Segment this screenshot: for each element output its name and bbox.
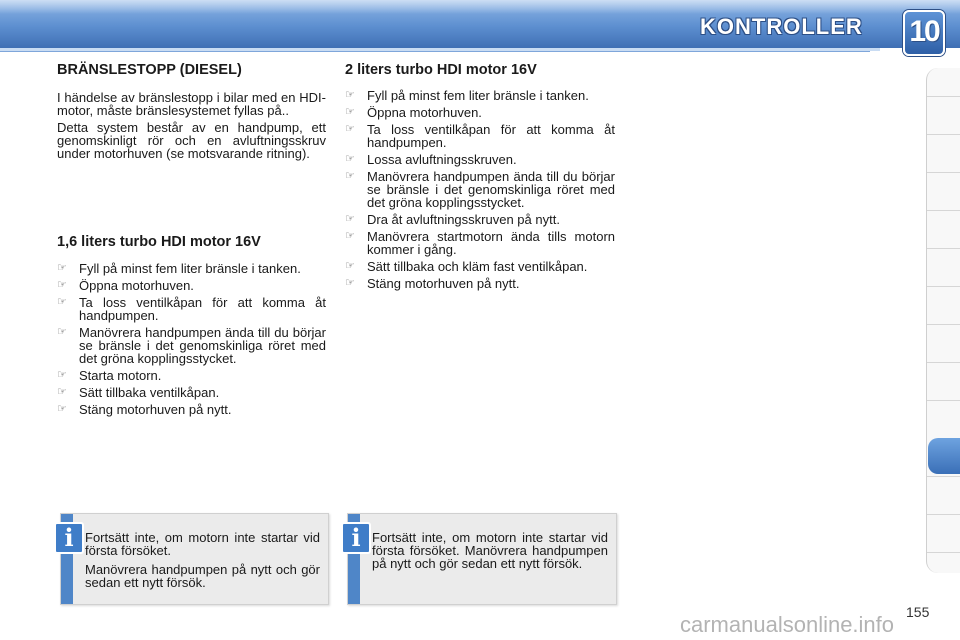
step-text: Sätt tillbaka och kläm fast ventilkåpan. <box>367 259 588 274</box>
tab-divider <box>927 552 960 553</box>
info-text <box>85 531 320 595</box>
list-item <box>57 296 326 322</box>
pointing-hand-icon: ☞ <box>345 153 355 165</box>
pointing-hand-icon: ☞ <box>57 369 67 381</box>
pointing-hand-icon: ☞ <box>345 260 355 272</box>
chapter-badge <box>903 10 945 56</box>
step-text: Lossa avluftningsskruven. <box>367 152 517 167</box>
list-item <box>57 386 326 399</box>
intro-paragraph-1: I händelse av bränslestopp i bilar med en HDI-motor, måste bränslesystemet fyllas på.. <box>57 90 326 118</box>
pointing-hand-icon: ☞ <box>345 230 355 242</box>
tab-divider <box>927 400 960 401</box>
list-item <box>57 403 326 416</box>
pointing-hand-icon: ☞ <box>57 403 67 415</box>
list-item <box>57 369 326 382</box>
pointing-hand-icon: ☞ <box>345 106 355 118</box>
list-item <box>345 213 615 226</box>
list-item <box>345 123 615 149</box>
pointing-hand-icon: ☞ <box>57 386 67 398</box>
list-item <box>57 326 326 365</box>
tab-divider <box>927 476 960 477</box>
info-box-right <box>347 513 617 605</box>
info-paragraph: Fortsätt inte, om motorn inte startar vid första försöket. Manövrera handpumpen på nytt och gör sedan ett nytt försök. <box>372 530 608 571</box>
chapter-number: 10 <box>909 15 939 48</box>
info-text <box>372 531 608 576</box>
list-item <box>345 170 615 209</box>
right-procedure <box>345 64 615 294</box>
step-text: Öppna motorhuven. <box>367 105 482 120</box>
step-text: Fyll på minst fem liter bränsle i tanken. <box>79 261 301 276</box>
list-item <box>345 89 615 102</box>
list-item <box>345 230 615 256</box>
pointing-hand-icon: ☞ <box>345 170 355 182</box>
pointing-hand-icon: ☞ <box>57 326 67 338</box>
tab-divider <box>927 172 960 173</box>
step-text: Manövrera handpumpen ända till du börjar se bränsle i det genomskinliga röret med det gröna kopplingsstycket. <box>79 325 326 366</box>
watermark: carmanualsonline.info <box>680 612 895 637</box>
pointing-hand-icon: ☞ <box>57 279 67 291</box>
list-item <box>345 153 615 166</box>
list-item <box>345 277 615 290</box>
pointing-hand-icon: ☞ <box>345 89 355 101</box>
steps-list-2-hdi <box>345 89 615 290</box>
pointing-hand-icon: ☞ <box>345 123 355 135</box>
subheading-2-hdi: 2 liters turbo HDI motor 16V <box>345 62 537 78</box>
tab-divider <box>927 362 960 363</box>
chapter-tab-active[interactable] <box>928 438 960 474</box>
tab-divider <box>927 286 960 287</box>
list-item <box>57 262 326 275</box>
tab-divider <box>927 514 960 515</box>
step-text: Sätt tillbaka ventilkåpan. <box>79 385 220 400</box>
tab-divider <box>927 210 960 211</box>
pointing-hand-icon: ☞ <box>345 277 355 289</box>
pointing-hand-icon: ☞ <box>345 213 355 225</box>
intro-paragraph-2: Detta system består av en handpump, ett genomskinligt rör och en avluftningsskruv under motorhuven (se motsvarande ritning). <box>57 120 326 161</box>
step-text: Fyll på minst fem liter bränsle i tanken. <box>367 88 589 103</box>
info-icon: i <box>341 522 371 554</box>
step-text: Öppna motorhuven. <box>79 278 194 293</box>
chapter-title: KONTROLLER <box>700 14 863 39</box>
step-text: Stäng motorhuven på nytt. <box>367 276 520 291</box>
left-column <box>57 64 326 160</box>
step-text: Dra åt avluftningsskruven på nytt. <box>367 212 560 227</box>
list-item <box>57 279 326 292</box>
chapter-tab-rail <box>926 68 960 573</box>
step-text: Manövrera handpumpen ända till du börjar se bränsle i det genomskinliga röret med det gröna kopplingsstycket. <box>367 169 615 210</box>
section-heading: BRÄNSLESTOPP (DIESEL) <box>57 62 242 78</box>
steps-list-16-hdi <box>57 262 326 416</box>
pointing-hand-icon: ☞ <box>57 296 67 308</box>
info-icon: i <box>54 522 84 554</box>
subheading-16-hdi: 1,6 liters turbo HDI motor 16V <box>57 234 261 250</box>
header-shine <box>0 0 960 14</box>
header-stripe-thin <box>0 51 870 52</box>
step-text: Manövrera startmotorn ända tills motorn kommer i gång. <box>367 229 615 257</box>
step-text: Stäng motorhuven på nytt. <box>79 402 232 417</box>
step-text: Ta loss ventilkåpan för att komma åt handpumpen. <box>367 122 615 150</box>
step-text: Ta loss ventilkåpan för att komma åt handpumpen. <box>79 295 326 323</box>
list-item <box>345 260 615 273</box>
left-procedure <box>57 236 326 420</box>
page-number: 155 <box>906 604 930 620</box>
pointing-hand-icon: ☞ <box>57 262 67 274</box>
info-paragraph: Manövrera handpumpen på nytt och gör sedan ett nytt försök. <box>85 562 320 590</box>
tab-divider <box>927 248 960 249</box>
step-text: Starta motorn. <box>79 368 162 383</box>
info-paragraph: Fortsätt inte, om motorn inte startar vid första försöket. <box>85 530 320 558</box>
tab-divider <box>927 134 960 135</box>
tab-divider <box>927 96 960 97</box>
list-item <box>345 106 615 119</box>
tab-divider <box>927 324 960 325</box>
info-box-left <box>60 513 329 605</box>
